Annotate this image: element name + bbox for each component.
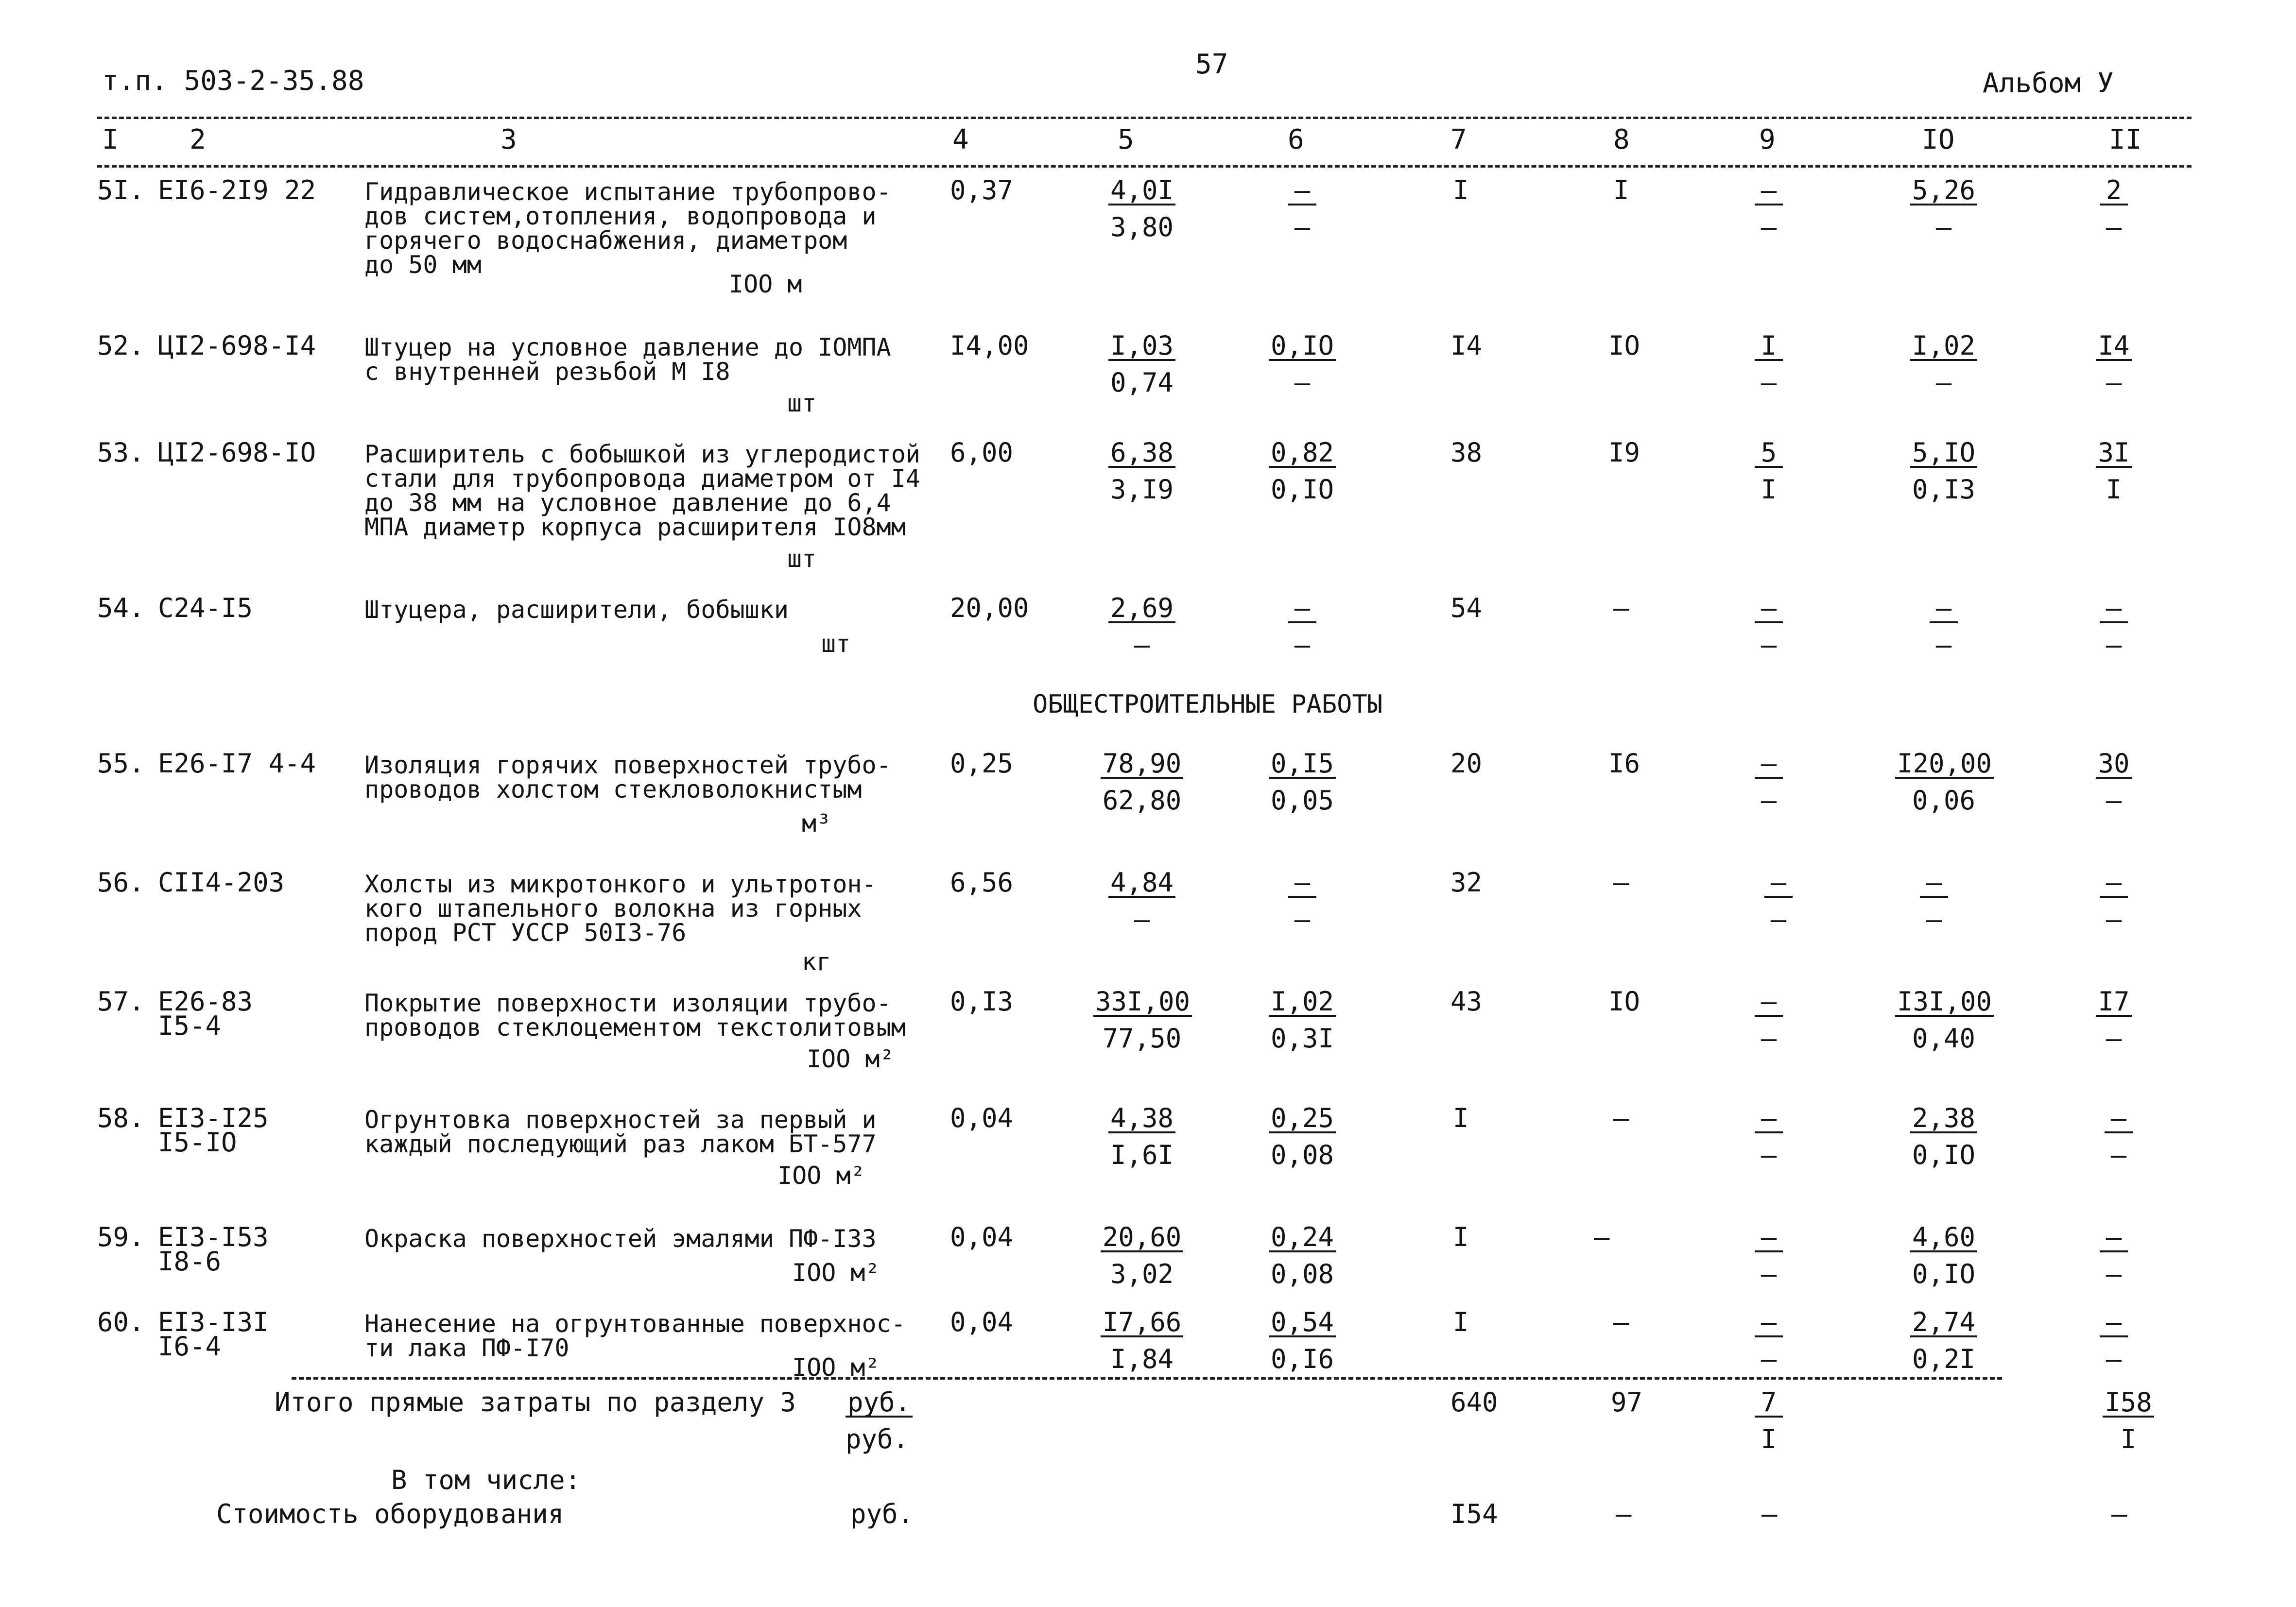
cost-fraction: [2065, 986, 2162, 1054]
totals-unit-top: руб.: [846, 1389, 913, 1418]
norm-code-line2: I8-6: [158, 1246, 222, 1277]
cost-fraction: [1254, 595, 1351, 658]
cost-fraction: [1254, 1224, 1351, 1287]
cost-bottom: –: [1294, 630, 1311, 660]
cost-bottom: –: [2106, 785, 2122, 816]
cost-fraction: [2065, 1309, 2162, 1372]
col7-value: I: [1453, 1222, 1469, 1252]
cost-bottom: –: [2106, 367, 2122, 398]
cost-top: I: [1755, 333, 1783, 361]
totals-col9-bottom: I: [1761, 1424, 1777, 1454]
cost-top: –: [1288, 870, 1316, 898]
description-line: Холсты из микротонкого и ультротон-: [364, 870, 877, 898]
norm-code-line2: I5-IO: [158, 1127, 237, 1158]
quantity: 6,56: [950, 867, 1014, 898]
cost-bottom: –: [1761, 1344, 1777, 1374]
cost-fraction: [1895, 1105, 1992, 1168]
cost-top: –: [1930, 595, 1958, 623]
cost-top: –: [1288, 177, 1316, 205]
cost-bottom: 0,I3: [1912, 474, 1976, 505]
unit-label: IOO м²: [792, 1259, 880, 1287]
description-line: Гидравлическое испытание трубопрово-: [364, 178, 891, 206]
cost-top: 3I: [2096, 440, 2131, 468]
cost-fraction: [1254, 177, 1351, 240]
cost-top: 5: [1755, 440, 1783, 468]
cost-bottom: –: [2110, 1140, 2127, 1170]
cost-top: 33I,00: [1093, 989, 1192, 1017]
quantity: 0,04: [950, 1222, 1014, 1252]
cost-bottom: I,6I: [1110, 1140, 1174, 1170]
equipment-unit: руб.: [850, 1499, 914, 1529]
col8-value: –: [1613, 1307, 1629, 1337]
col8-value: IO: [1608, 330, 1640, 361]
cost-bottom: –: [1761, 367, 1777, 398]
cost-top: I7,66: [1101, 1309, 1184, 1337]
norm-code-line2: I5-4: [158, 1010, 222, 1041]
cost-top: 30: [2096, 751, 2131, 779]
unit-label: IOO м: [729, 270, 802, 298]
col7-value: 54: [1450, 593, 1483, 623]
page-number: 57: [1195, 49, 1228, 80]
col-header-10: IO: [1922, 124, 1955, 155]
cost-bottom: 0,74: [1110, 367, 1174, 398]
unit-label: IOO м²: [807, 1045, 895, 1073]
cost-fraction: [1254, 867, 1351, 935]
cost-top: I,02: [1269, 989, 1336, 1017]
cost-bottom: 0,I6: [1270, 1344, 1334, 1374]
cost-fraction: [1895, 986, 1992, 1054]
cost-bottom: 0,05: [1270, 785, 1334, 816]
cost-top: –: [2100, 1224, 2128, 1252]
quantity: 6,00: [950, 437, 1014, 468]
col8-value: I9: [1608, 437, 1640, 468]
cost-top: 78,90: [1101, 751, 1184, 779]
including-label: В том числе:: [391, 1465, 581, 1495]
cost-fraction: [1895, 177, 1992, 240]
quantity: 0,04: [950, 1103, 1014, 1133]
cost-bottom: 0,2I: [1912, 1344, 1976, 1374]
description-line: с внутренней резьбой М I8: [364, 358, 730, 386]
description-line: проводов стеклоцементом текстолитовым: [364, 1013, 906, 1042]
cost-fraction: [1254, 748, 1351, 816]
cost-bottom: –: [1761, 212, 1777, 242]
cost-top: –: [1288, 595, 1316, 623]
cost-bottom: –: [2106, 212, 2122, 242]
cost-top: 4,38: [1108, 1105, 1175, 1133]
cost-fraction: [1093, 986, 1191, 1054]
header-top-rule: [97, 117, 2192, 119]
description-line: пород РСТ УССР 50I3-76: [364, 919, 687, 947]
cost-fraction: [2065, 867, 2162, 935]
norm-code: Е26-I7 4-4: [158, 748, 316, 779]
cost-fraction: [2065, 330, 2162, 398]
col-header-7: 7: [1450, 124, 1467, 155]
norm-code: СII4-203: [158, 867, 285, 898]
totals-col9: [1720, 1389, 1817, 1453]
row-number: 52.: [97, 330, 145, 361]
description-line: Огрунтовка поверхностей за первый и: [364, 1106, 877, 1134]
cost-top: 2,38: [1910, 1105, 1977, 1133]
cost-top: I3I,00: [1895, 989, 1994, 1017]
col-header-9: 9: [1759, 124, 1776, 155]
cost-fraction: [1093, 330, 1191, 398]
cost-bottom: –: [2106, 1023, 2122, 1054]
unit-label: IOO м²: [792, 1353, 880, 1382]
totals-col11-bottom: I: [2120, 1424, 2137, 1454]
quantity: 0,37: [950, 175, 1014, 205]
cost-fraction: [1093, 437, 1191, 505]
cost-bottom: 77,50: [1102, 1023, 1182, 1054]
cost-fraction: [1895, 1224, 1992, 1287]
cost-bottom: 0,40: [1912, 1023, 1976, 1054]
cost-top: 6,38: [1108, 440, 1175, 468]
cost-bottom: 3,80: [1110, 212, 1174, 242]
description-line: Штуцера, расширители, бобышки: [364, 596, 789, 624]
col7-value: 38: [1450, 437, 1483, 468]
unit-label: кг: [802, 948, 831, 976]
cost-top: –: [2100, 870, 2128, 898]
cost-fraction: [1720, 177, 1817, 240]
cost-fraction: [1720, 330, 1817, 398]
equipment-label: Стоимость оборудования: [216, 1499, 564, 1529]
cost-top: 20,60: [1101, 1224, 1184, 1252]
equipment-col11: –: [2111, 1499, 2127, 1529]
norm-code: Е26-83: [158, 986, 253, 1017]
norm-code: ЕI3-I53: [158, 1222, 269, 1252]
row-number: 57.: [97, 986, 145, 1017]
norm-code: ЦI2-698-I4: [158, 330, 316, 361]
cost-top: 0,82: [1269, 440, 1336, 468]
totals-col7: 640: [1450, 1387, 1498, 1418]
cost-top: –: [1755, 1309, 1783, 1337]
cost-top: –: [2100, 1309, 2128, 1337]
cost-top: –: [2105, 1105, 2133, 1133]
cost-bottom: 3,02: [1110, 1259, 1174, 1289]
col7-value: 32: [1450, 867, 1483, 898]
col-header-3: 3: [501, 124, 517, 155]
cost-fraction: [1895, 437, 1992, 505]
totals-col11: [2080, 1389, 2177, 1453]
cost-bottom: 0,IO: [1912, 1140, 1976, 1170]
cost-bottom: –: [1134, 904, 1150, 935]
description-line: Штуцер на условное давление до IOМПА: [364, 333, 891, 361]
cost-top: I7: [2096, 989, 2131, 1017]
cost-bottom: –: [1761, 1259, 1777, 1289]
cost-fraction: [2065, 177, 2162, 240]
cost-fraction: [1093, 1105, 1191, 1168]
cost-fraction: [1093, 595, 1191, 658]
cost-top: 4,60: [1910, 1224, 1977, 1252]
description-line: Окраска поверхностей эмалями ПФ-I33: [364, 1225, 877, 1253]
cost-top: 4,0I: [1108, 177, 1175, 205]
totals-label: Итого прямые затраты по разделу 3: [275, 1387, 796, 1418]
cost-bottom: 0,IO: [1912, 1259, 1976, 1289]
quantity: 0,25: [950, 748, 1014, 779]
cost-top: I20,00: [1895, 751, 1994, 779]
col7-value: I: [1453, 1307, 1469, 1337]
cost-fraction: [2070, 1105, 2167, 1168]
description-line: стали для трубопровода диаметром от I4: [364, 464, 920, 493]
cost-fraction: [1720, 1105, 1817, 1168]
col-header-1: I: [102, 124, 119, 155]
col8-value: –: [1613, 1103, 1629, 1133]
cost-fraction: [2065, 748, 2162, 816]
unit-label: шт: [821, 630, 851, 658]
col-header-6: 6: [1288, 124, 1304, 155]
description-line: проводов холстом стекловолокнистым: [364, 775, 862, 804]
cost-fraction: [1720, 1309, 1817, 1372]
col-header-4: 4: [952, 124, 969, 155]
totals-rule: [292, 1377, 2002, 1380]
cost-fraction: [1254, 437, 1351, 505]
cost-fraction: [1720, 986, 1817, 1054]
col7-value: I4: [1450, 330, 1483, 361]
cost-top: 5,26: [1910, 177, 1977, 205]
row-number: 58.: [97, 1103, 145, 1133]
cost-fraction: [1720, 437, 1817, 505]
quantity: 0,04: [950, 1307, 1014, 1337]
cost-top: 0,I5: [1269, 751, 1336, 779]
quantity: 20,00: [950, 593, 1029, 623]
cost-bottom: –: [2106, 1259, 2122, 1289]
cost-top: 5,IO: [1910, 440, 1977, 468]
unit-label: шт: [787, 389, 817, 417]
cost-top: 2,69: [1108, 595, 1175, 623]
description-line: Расширитель с бобышкой из углеродистой: [364, 440, 920, 468]
cost-top: –: [1755, 1105, 1783, 1133]
unit-label: м³: [802, 809, 831, 838]
cost-bottom: –: [1770, 904, 1787, 935]
cost-bottom: –: [1761, 785, 1777, 816]
col8-value: IO: [1608, 986, 1640, 1017]
cost-fraction: [2065, 437, 2162, 505]
cost-fraction: [1093, 177, 1191, 240]
description-line: ти лака ПФ-I70: [364, 1334, 570, 1362]
cost-bottom: I,84: [1110, 1344, 1174, 1374]
col-header-5: 5: [1118, 124, 1134, 155]
cost-bottom: –: [1134, 630, 1150, 660]
totals-unit: [846, 1389, 923, 1453]
header-bottom-rule: [97, 165, 2192, 168]
cost-bottom: –: [1935, 212, 1952, 242]
col8-value: I6: [1608, 748, 1640, 779]
cost-top: –: [1755, 989, 1783, 1017]
cost-top: –: [1755, 1224, 1783, 1252]
album-label: Альбом У: [1983, 68, 2114, 99]
col8-value: –: [1613, 593, 1629, 623]
section-title: ОБЩЕСТРОИТЕЛЬНЫЕ РАБОТЫ: [1033, 690, 1383, 719]
quantity: 0,I3: [950, 986, 1014, 1017]
cost-fraction: [1895, 330, 1992, 398]
cost-bottom: –: [1294, 212, 1311, 242]
cost-fraction: [1093, 1224, 1191, 1287]
cost-fraction: [1720, 595, 1817, 658]
col7-value: I: [1453, 175, 1469, 205]
cost-bottom: 0,08: [1270, 1259, 1334, 1289]
cost-fraction: [2065, 595, 2162, 658]
cost-top: –: [1755, 595, 1783, 623]
description-line: кого штапельного волокна из горных: [364, 894, 862, 923]
col-header-2: 2: [190, 124, 206, 155]
description-line: Нанесение на огрунтованные поверхнос-: [364, 1310, 906, 1338]
cost-bottom: 3,I9: [1110, 474, 1174, 505]
description-line: МПА диаметр корпуса расширителя IO8мм: [364, 513, 906, 541]
col-header-11: II: [2109, 124, 2142, 155]
cost-fraction: [1730, 867, 1827, 935]
cost-top: –: [1755, 751, 1783, 779]
description-line: каждый последующий раз лаком БТ-577: [364, 1130, 877, 1158]
col8-value: –: [1613, 867, 1629, 898]
cost-bottom: –: [1294, 904, 1311, 935]
col8-value: –: [1594, 1222, 1610, 1252]
cost-fraction: [1895, 1309, 1992, 1372]
col7-value: I: [1453, 1103, 1469, 1133]
cost-fraction: [1720, 748, 1817, 816]
norm-code: С24-I5: [158, 593, 253, 623]
cost-bottom: –: [1294, 367, 1311, 398]
row-number: 53.: [97, 437, 145, 468]
norm-code: ЕI6-2I9 22: [158, 175, 316, 205]
cost-top: –: [1764, 870, 1793, 898]
cost-fraction: [1720, 1224, 1817, 1287]
cost-top: –: [1920, 870, 1948, 898]
cost-bottom: –: [2106, 904, 2122, 935]
col7-value: 43: [1450, 986, 1483, 1017]
cost-bottom: –: [1761, 630, 1777, 660]
cost-bottom: –: [2106, 630, 2122, 660]
cost-fraction: [1895, 748, 1992, 816]
norm-code-line2: I6-4: [158, 1331, 222, 1362]
description-line: до 50 мм: [364, 251, 482, 279]
cost-top: –: [2100, 595, 2128, 623]
totals-unit-bottom: руб.: [846, 1424, 909, 1454]
totals-col9-top: 7: [1755, 1389, 1783, 1418]
doc-id: т.п. 503-2-35.88: [102, 65, 364, 97]
cost-bottom: –: [1761, 1023, 1777, 1054]
row-number: 60.: [97, 1307, 145, 1337]
totals-col8: 97: [1611, 1387, 1643, 1418]
cost-fraction: [1254, 1309, 1351, 1372]
cost-fraction: [1254, 330, 1351, 398]
cost-top: I4: [2096, 333, 2131, 361]
description-line: дов систем,отопления, водопровода и: [364, 202, 877, 230]
cost-bottom: –: [1761, 1140, 1777, 1170]
cost-bottom: 62,80: [1102, 785, 1182, 816]
col7-value: 20: [1450, 748, 1483, 779]
description-line: горячего водоснабжения, диаметром: [364, 226, 847, 255]
unit-label: шт: [787, 545, 817, 573]
cost-fraction: [1254, 1105, 1351, 1168]
row-number: 56.: [97, 867, 145, 898]
cost-fraction: [1093, 867, 1191, 935]
cost-top: I,02: [1910, 333, 1977, 361]
cost-bottom: I: [1761, 474, 1777, 505]
row-number: 59.: [97, 1222, 145, 1252]
cost-bottom: 0,3I: [1270, 1023, 1334, 1054]
col-header-8: 8: [1613, 124, 1630, 155]
cost-top: –: [1755, 177, 1783, 205]
row-number: 5I.: [97, 175, 145, 205]
cost-top: 2,74: [1910, 1309, 1977, 1337]
cost-top: I,03: [1108, 333, 1175, 361]
description-line: до 38 мм на условное давление до 6,4: [364, 489, 891, 517]
equipment-col7: I54: [1450, 1499, 1498, 1529]
unit-label: IOO м²: [777, 1162, 865, 1190]
cost-bottom: –: [1935, 367, 1952, 398]
row-number: 54.: [97, 593, 145, 623]
cost-top: 0,25: [1269, 1105, 1336, 1133]
cost-fraction: [1093, 748, 1191, 816]
norm-code: ЕI3-I25: [158, 1103, 269, 1133]
cost-top: 2: [2100, 177, 2128, 205]
cost-fraction: [1895, 595, 1992, 658]
cost-bottom: 0,08: [1270, 1140, 1334, 1170]
cost-bottom: 0,IO: [1270, 474, 1334, 505]
row-number: 55.: [97, 748, 145, 779]
cost-top: 0,IO: [1269, 333, 1336, 361]
cost-bottom: –: [1926, 904, 1942, 935]
cost-fraction: [1885, 867, 1983, 935]
description-line: Покрытие поверхности изоляции трубо-: [364, 989, 891, 1017]
quantity: I4,00: [950, 330, 1029, 361]
cost-top: 4,84: [1108, 870, 1175, 898]
cost-bottom: –: [2106, 1344, 2122, 1374]
cost-fraction: [2065, 1224, 2162, 1287]
cost-bottom: –: [1935, 630, 1952, 660]
totals-col11-top: I58: [2103, 1389, 2154, 1418]
norm-code: ЕI3-I3I: [158, 1307, 269, 1337]
cost-fraction: [1254, 986, 1351, 1054]
cost-fraction: [1093, 1309, 1191, 1372]
description-line: Изоляция горячих поверхностей трубо-: [364, 751, 891, 779]
equipment-col8: –: [1616, 1499, 1632, 1529]
equipment-col9: –: [1761, 1499, 1778, 1529]
cost-top: 0,54: [1269, 1309, 1336, 1337]
cost-bottom: 0,06: [1912, 785, 1976, 816]
norm-code: ЦI2-698-IO: [158, 437, 316, 468]
col8-value: I: [1613, 175, 1629, 205]
cost-top: 0,24: [1269, 1224, 1336, 1252]
cost-bottom: I: [2106, 474, 2122, 505]
